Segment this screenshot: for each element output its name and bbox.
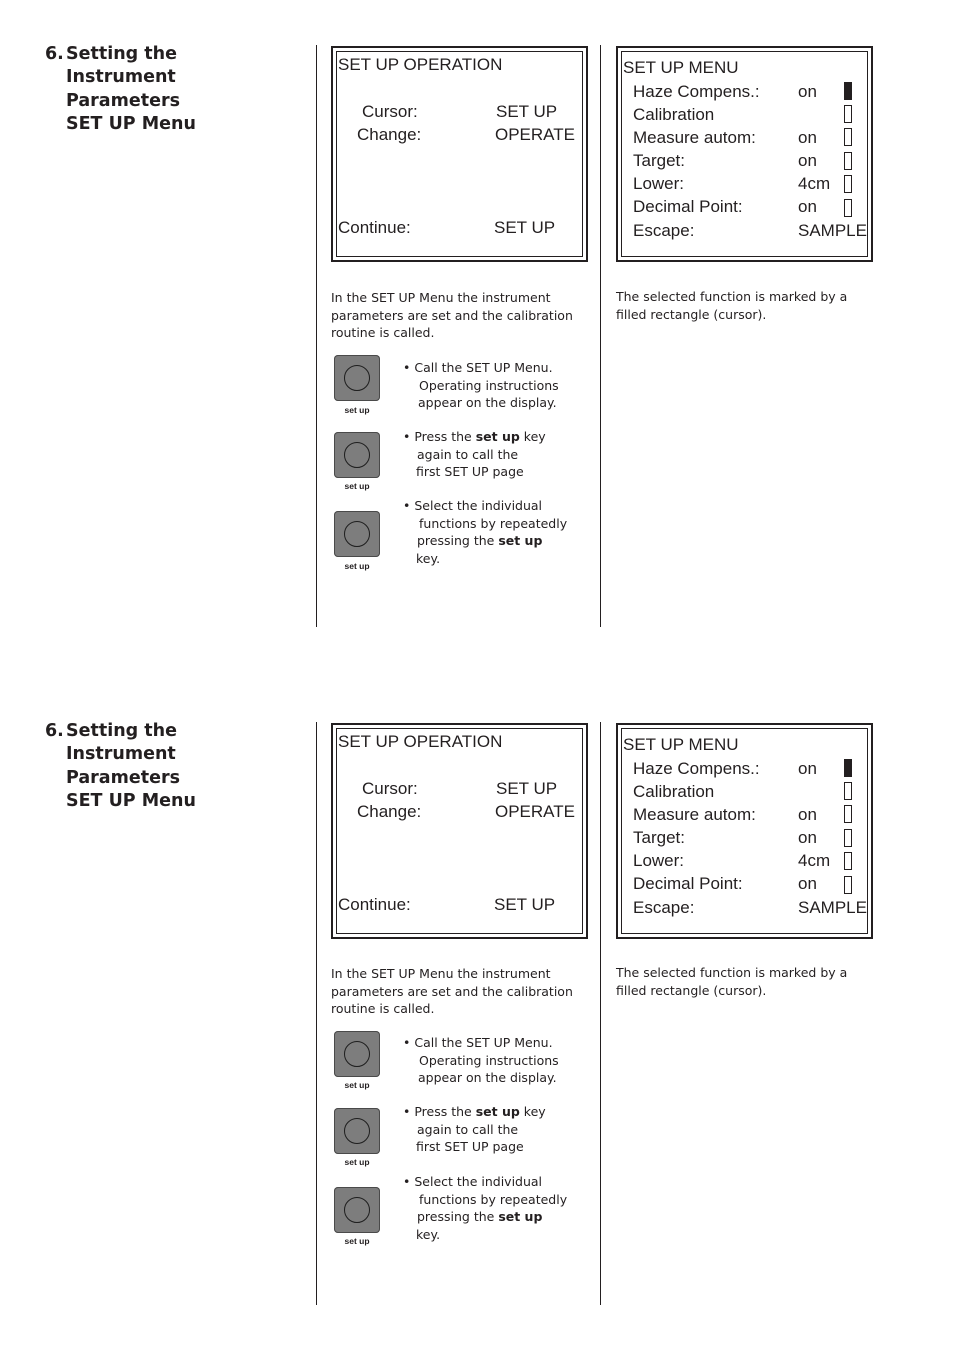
menu-row-label: Target: [633,828,685,847]
step-text: • Press the [403,429,476,444]
step-line: first SET UP page [416,1139,524,1154]
heading-line: Parameters [66,90,180,111]
menu-row-label: Measure autom: [633,128,756,147]
cursor-label: Cursor: [362,779,418,798]
cursor-label: Cursor: [362,102,418,121]
intro-line: routine is called. [331,1001,435,1016]
setup-operation-display [331,46,588,262]
step-line: • Select the individual [403,1174,543,1189]
menu-row-value: on [798,805,817,824]
intro-paragraph [331,965,573,1018]
heading-line: SET UP Menu [66,790,196,811]
step-press-again [403,428,546,481]
key-label: set up [344,481,370,491]
step-key-name: set up [498,1209,543,1224]
step-line: functions by repeatedly [419,1191,568,1207]
step-line: • Select the individual [403,498,543,513]
setup-key-button[interactable] [334,1108,380,1154]
column-divider [316,45,317,627]
note-line: filled rectangle (cursor). [616,982,767,998]
setup-menu-display [616,723,873,939]
menu-row-value: on [798,759,817,778]
step-line: functions by repeatedly [419,515,568,531]
menu-row-label: Haze Compens.: [633,759,760,778]
section-heading [45,720,305,813]
continue-value: SET UP [494,218,556,237]
cursor-marker [844,876,852,894]
step-line [403,532,567,550]
intro-line: In the SET UP Menu the instrument [331,966,551,981]
cursor-marker-filled [844,759,852,777]
menu-row-value: SAMPLE [798,221,867,240]
step-line: again to call the [417,446,519,462]
menu-row-label: Decimal Point: [633,874,743,893]
cursor-marker [844,829,852,847]
setup-key-button[interactable] [334,355,380,401]
cursor-marker [844,199,852,217]
heading-line: Parameters [66,767,180,788]
key-label: set up [344,1080,370,1090]
step-line: • Call the SET UP Menu. [403,1035,553,1050]
intro-line: In the SET UP Menu the instrument [331,290,551,305]
step-line: first SET UP page [416,464,524,479]
note-line: The selected function is marked by a [616,965,848,980]
key-ring-icon [344,1118,370,1144]
key-label: set up [344,561,370,571]
key-label: set up [344,1157,370,1167]
step-line [403,1208,567,1226]
step-line: key. [416,1226,441,1242]
cursor-marker [844,805,852,823]
key-ring-icon [344,1041,370,1067]
setup-key-button[interactable] [334,432,380,478]
step-line: key. [416,550,441,566]
manual-section-bottom [0,720,954,1360]
heading-line: Setting the [66,721,177,741]
menu-row-label: Calibration [633,105,715,124]
cursor-marker [844,128,852,146]
key-ring-icon [344,1197,370,1223]
menu-row-label: Lower: [633,851,685,870]
step-line: again to call the [417,1121,519,1137]
column-divider [316,722,317,1305]
column-divider [600,45,601,627]
continue-label: Continue: [338,895,411,914]
key-label: set up [344,1236,370,1246]
menu-row-value: on [798,828,817,847]
step-text: • Press the [403,1104,476,1119]
menu-row-label: Calibration [633,782,715,801]
cursor-marker [844,852,852,870]
menu-row-label: Escape: [633,898,695,917]
key-label: set up [344,405,370,415]
heading-line: SET UP Menu [66,113,196,134]
note-line: The selected function is marked by a [616,289,848,304]
continue-label: Continue: [338,218,411,237]
menu-row-label: Escape: [633,221,695,240]
cursor-marker [844,105,852,123]
step-text: key [519,1104,546,1119]
step-line [403,1103,546,1121]
continue-value: SET UP [494,895,556,914]
menu-row-label: Lower: [633,174,685,193]
manual-section-top [0,43,954,683]
menu-row-value: 4cm [798,174,831,193]
menu-title: SET UP MENU [623,58,739,77]
step-key-name: set up [475,1104,520,1119]
intro-paragraph [331,289,573,342]
change-label: Change: [357,125,422,144]
heading-line: Instrument [66,744,176,765]
menu-row-value: on [798,151,817,170]
cursor-marker [844,175,852,193]
setup-key-button[interactable] [334,1031,380,1077]
menu-row-value: on [798,128,817,147]
step-select-functions [403,497,567,567]
note-line: filled rectangle (cursor). [616,306,767,322]
display-title: SET UP OPERATION [338,732,503,751]
change-value: OPERATE [495,125,575,144]
menu-row-value: 4cm [798,851,831,870]
menu-row-value: on [798,82,817,101]
intro-line: parameters are set and the calibration [331,983,573,999]
display-title: SET UP OPERATION [338,55,503,74]
key-ring-icon [344,521,370,547]
menu-row-value: on [798,874,817,893]
step-line: appear on the display. [418,395,557,410]
step-text: pressing the [417,1209,499,1224]
setup-operation-display [331,723,588,939]
key-ring-icon [344,442,370,468]
step-text: pressing the [417,533,499,548]
cursor-note [616,964,847,999]
step-line: Operating instructions [419,377,559,393]
heading-line: Setting the [66,44,177,64]
setup-key-button[interactable] [334,1187,380,1233]
step-call-menu [403,1034,559,1087]
setup-menu-display [616,46,873,262]
key-ring-icon [344,365,370,391]
menu-row-label: Haze Compens.: [633,82,760,101]
cursor-value: SET UP [496,779,558,798]
change-value: OPERATE [495,802,575,821]
intro-line: parameters are set and the calibration [331,307,573,323]
setup-key-button[interactable] [334,511,380,557]
step-key-name: set up [498,533,543,548]
step-line: appear on the display. [418,1070,557,1085]
step-key-name: set up [475,429,520,444]
menu-row-label: Decimal Point: [633,197,743,216]
menu-row-label: Measure autom: [633,805,756,824]
intro-line: routine is called. [331,325,435,340]
cursor-note [616,288,847,323]
section-heading [45,43,305,136]
step-line: Operating instructions [419,1052,559,1068]
cursor-marker [844,782,852,800]
menu-row-value: on [798,197,817,216]
step-call-menu [403,359,559,412]
step-text: key [519,429,546,444]
column-divider [600,722,601,1305]
menu-row-value: SAMPLE [798,898,867,917]
section-number: 6. [45,721,64,741]
step-select-functions [403,1173,567,1243]
change-label: Change: [357,802,422,821]
heading-line: Instrument [66,67,176,88]
step-line [403,428,546,446]
menu-title: SET UP MENU [623,735,739,754]
step-press-again [403,1103,546,1156]
cursor-marker-filled [844,82,852,100]
menu-row-label: Target: [633,151,685,170]
cursor-marker [844,152,852,170]
step-line: • Call the SET UP Menu. [403,360,553,375]
cursor-value: SET UP [496,102,558,121]
section-number: 6. [45,44,64,64]
